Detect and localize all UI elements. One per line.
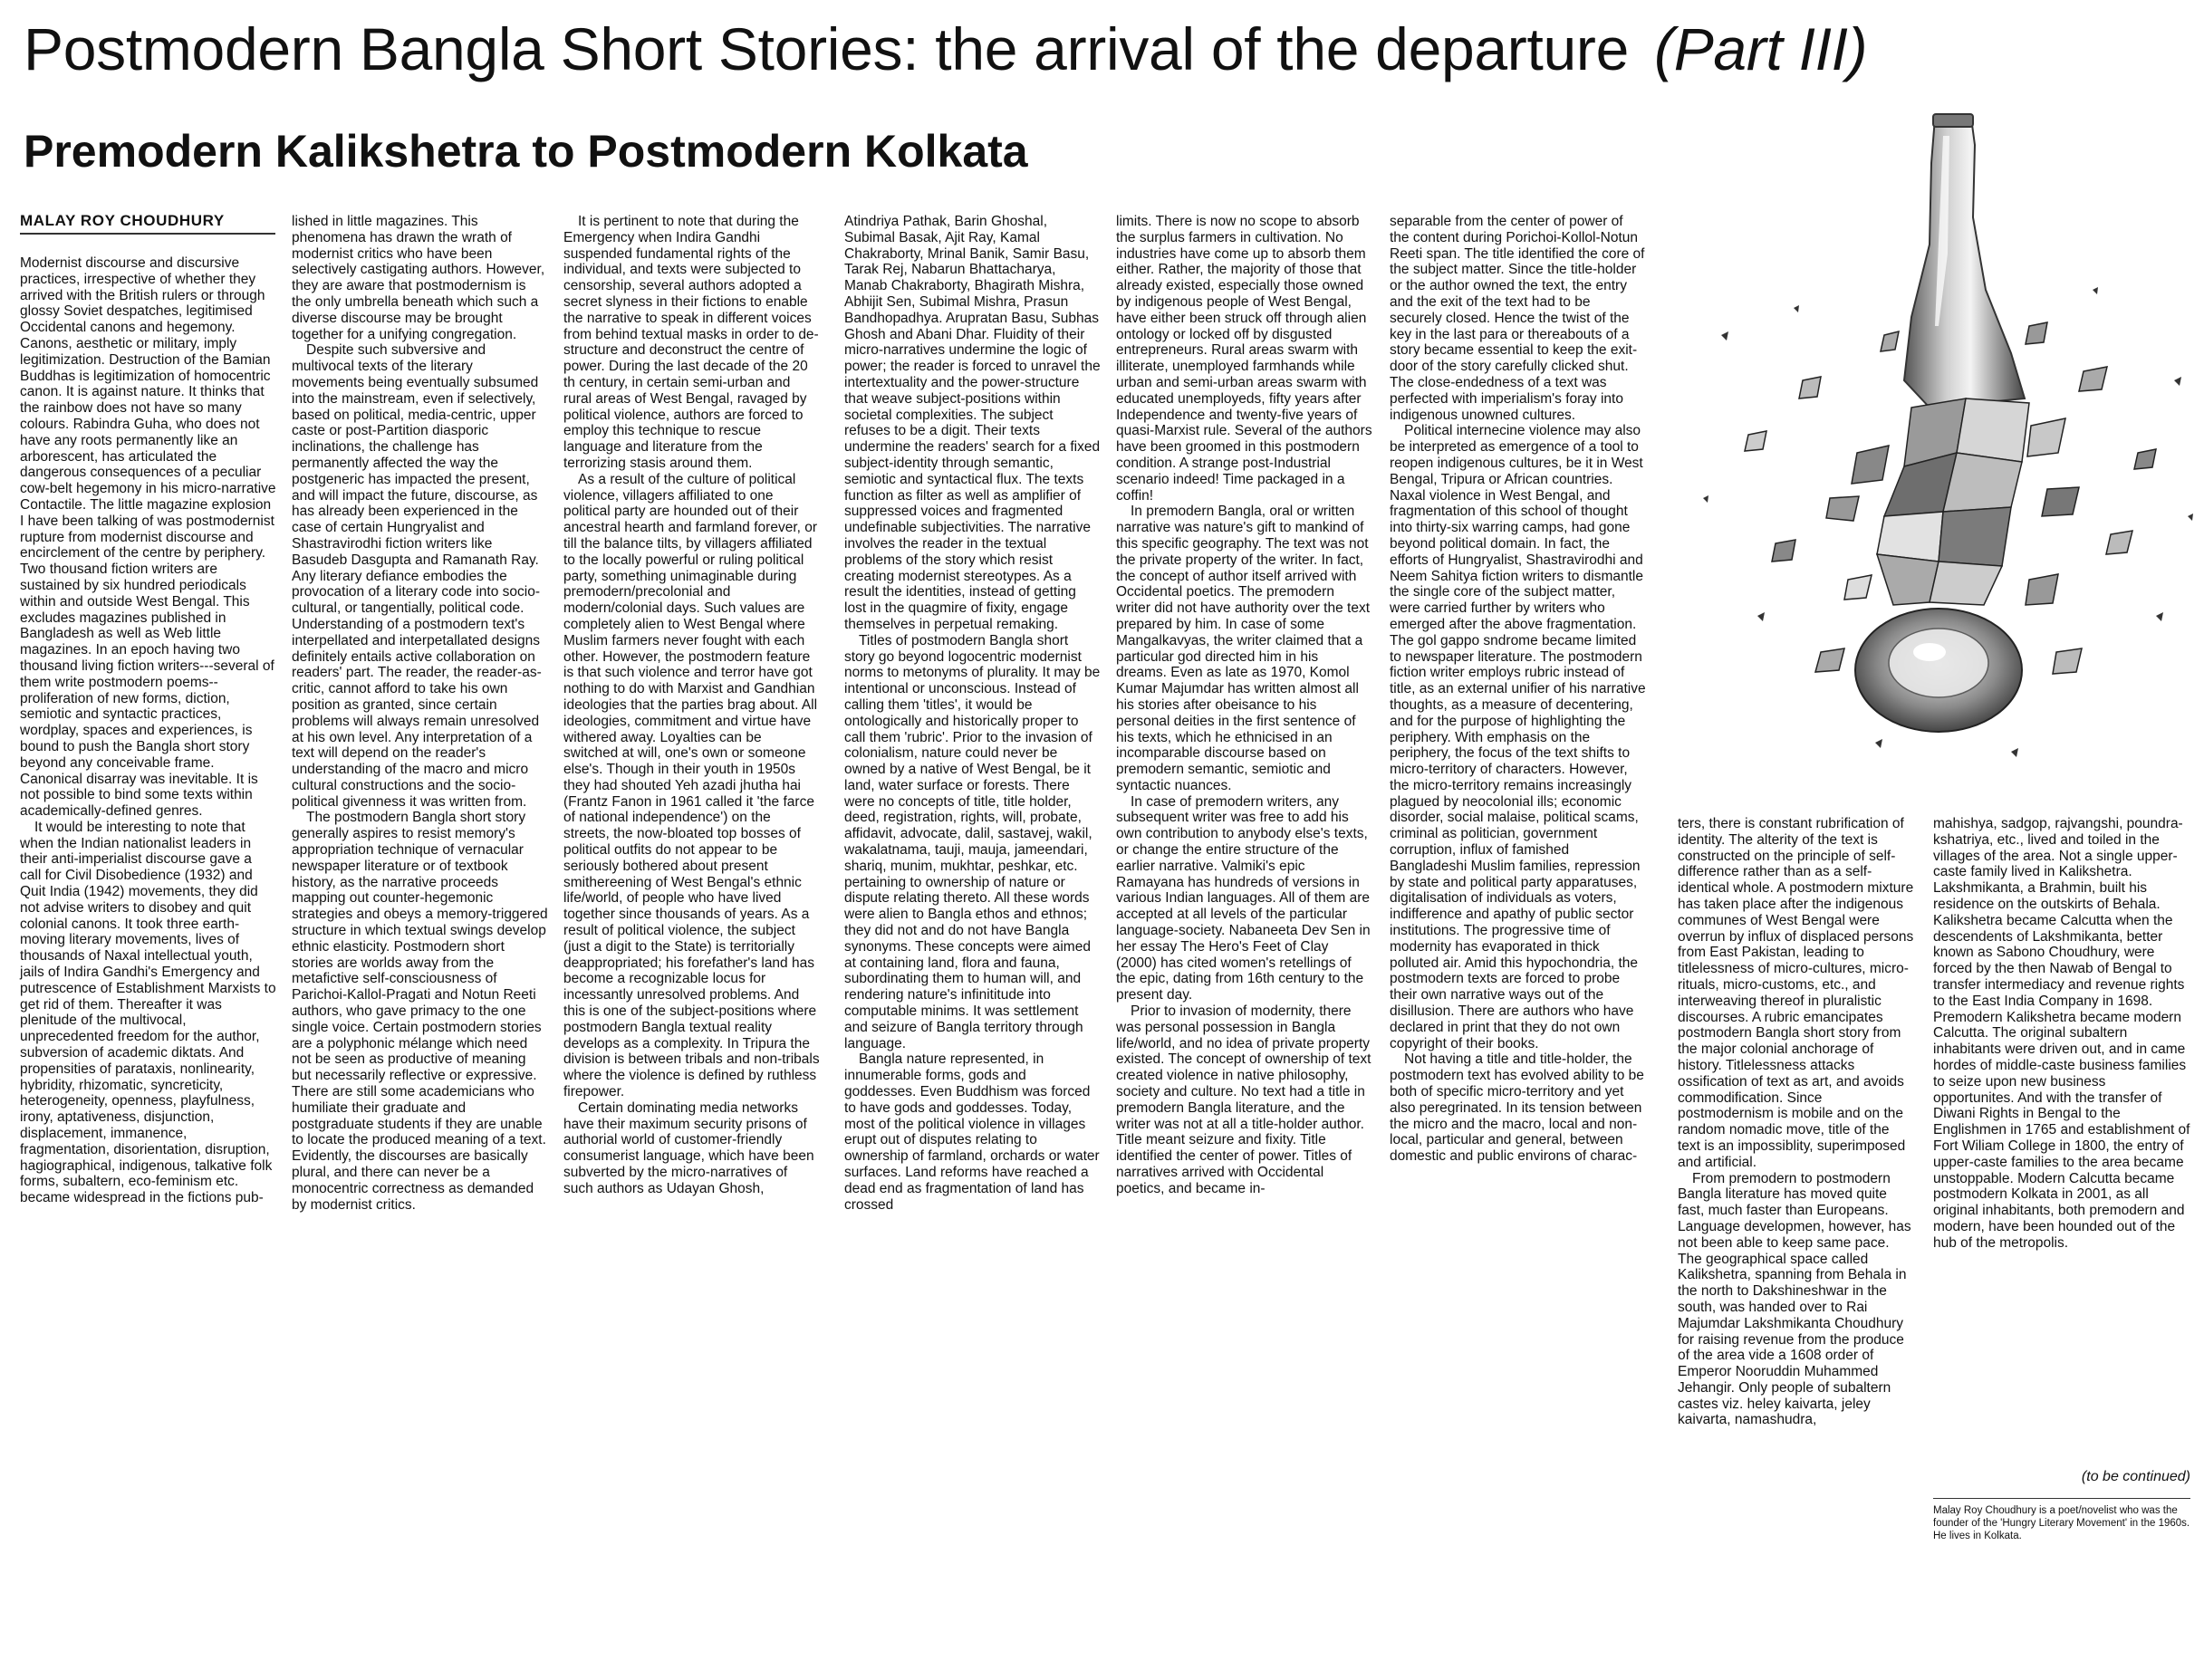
paragraph: Despite such subversive and multivocal texts of the literary movements being eventually subsumed into the mainstream, even if selectively, based on political, media-centric, upper caste or post-Partition diasporic inclinations, the challenge has permanently affected the way the postgeneric has impacted the present, and will impact the future, discourse, as has already been experienced in the case of certain Hungryalist and Shastravirodhi fiction writers like Basudeb Dasgupta and Ramanath Ray. Any literary defiance embodies the provocation of a literary code into socio-cultural, or tangentially, political code. Understanding of a postmodern text's interpellated and interpetallated designs definitely entails active collaboration on readers' part. The reader, the reader-as-critic, cannot afford to take his own position as granted, since certain problems will always remain unresolved at his own level. Any interpretation of a text will depend on the reader's understanding of the macro and micro cultural constructions and the socio-political givenness it was written from. (292, 342, 542, 810)
shattered-bottle-illustration (1667, 109, 2201, 815)
paragraph: ters, there is constant rubrification of identity. The alterity of the text is constructed on the principle of self-difference rather than as a self-identical whole. A postmodern mixture has taken place after the indigenous communes of West Bengal were overrun by influx of displaced persons from East Pakistan, leading to titlelessness of micro-cultures, micro-rituals, micro-customs, etc., and interweaving thereof in pluralistic discourses. A rubric emancipates postmodern Bangla short story from the major colonial anchorage of history. Titlelessness attacks ossification of text as art, and avoids commodification. Since postmodernism is mobile and on the random nomadic move, title of the text is an impossiblity, superimposed and artificial. (1678, 816, 1914, 1170)
paragraph: The postmodern Bangla short story generally aspires to resist memory's appropriation technique of vernacular newspaper literature or of textbook history, as the narrative proceeds mapping out counter-hegemonic strategies and obeys a memory-triggered structure in which textual swings develop ethnic elasticity. Postmodern short stories are worlds away from the metafictive self-consciousness of Parichoi-Kallol-Pragati and Notun Reeti authors, who gave primacy to the one single voice. Certain postmodern stories are a polyphonic mélange which need not be seen as productive of meaning but necessarily reflective or expressive. There are still some academicians who humiliate their graduate and postgraduate students if they are unable to locate the produced meaning of a text. Evidently, the discourses are basically plural, and there can never be a monocentric correctness as demanded by modernist critics. (292, 810, 548, 1213)
author-bio: Malay Roy Choudhury is a poet/novelist who was the founder of the 'Hungry Literary Movement' in the 1960s. He lives in Kolkata. (1933, 1505, 2190, 1541)
article-subtitle: Premodern Kalikshetra to Postmodern Kolkata (24, 126, 1028, 177)
text-column-3 (563, 214, 820, 1197)
article-title-text: Postmodern Bangla Short Stories: the arrival of the departure (24, 15, 1630, 82)
text-column-1 (20, 255, 276, 1206)
to-be-continued-note: (to be continued) (2081, 1469, 2190, 1484)
text-column-8 (1933, 816, 2190, 1252)
paragraph: Atindriya Pathak, Barin Ghoshal, Subimal Basak, Ajit Ray, Kamal Chakraborty, Mrinal Banik, Samir Basu, Tarak Rej, Nabarun Bhattacharya, Manab Chakraborty, Bhagirath Mishra, Abhijit Sen, Subimal Mishra, Prasun Bandhopadhya. Arupratan Basu, Subhas Ghosh and Abani Dhar. Fluidity of their micro-narratives undermine the logic of power; the reader is forced to unravel the intertextuality and the power-structure that weave subject-positions within societal complexities. The subject refuses to be a digit. Their texts undermine the readers' search for a fixed subject-identity through semantic, semiotic and syntactical flux. The texts function as filter as well as amplifier of suppressed voices and fragmented undefinable subjectivities. The narrative involves the reader in the textual problems of the story which resist creating modernist stereotypes. As a result the identities, instead of getting lost in the quagmire of fixity, engage themselves in perpetual remaking. (844, 214, 1101, 632)
paragraph: It is pertinent to note that during the Emergency when Indira Gandhi suspended fundamental rights of the individual, and texts were subjected to censorship, several authors adopted a secret slyness in their fictions to enable the narrative to speak in different voices from behind textual masks in order to de-structure and deconstruct the centre of power. During the last decade of the 20 th century, in certain semi-urban and rural areas of West Bengal, ravaged by political violence, authors are forced to employ this technique to rescue language and literature from the terrorizing stasis around them. (563, 214, 819, 471)
paragraph: limits. There is now no scope to absorb the surplus farmers in cultivation. No industries have come up to absorb them either. Rather, the majority of those that already existed, especially those owned by indigenous people of West Bengal, have either been struck off through alien ontology or locked off by disgusted entrepreneurs. Rural areas swarm with illiterate, unemployed farmhands while urban and semi-urban areas swarm with educated unemployeds, fifty years after Independence and twenty-five years of quasi-Marxist rule. Several of the authors have been groomed in this postmodern condition. A strange post-Industrial scenario indeed! Time packaged in a coffin! (1116, 214, 1372, 504)
paragraph: lished in little magazines. This phenomena has drawn the wrath of modernist critics who have been selectively castigating authors. However, they are aware that postmodernism is the only umbrella beneath which such a diverse discourse may be brought together for a unifying congregation. (292, 214, 545, 342)
paragraph: As a result of the culture of political violence, villagers affiliated to one political party are hounded out of their ancestral hearth and farmland forever, or till the balance tilts, by villagers affiliated to the locally powerful or ruling political party, something unimaginable during premodern/precolonial and modern/colonial days. Such values are completely alien to West Bengal where Muslim farmers never fought with each other. However, the postmodern feature is that such violence and terror have got nothing to do with Marxist and Gandhian ideologies that the parties brag about. All ideologies, commitment and virtue have withered away. Loyalties can be switched at will, one's own or someone else's. Though in their youth in 1950s they had shouted Yeh azadi jhutha hai (Frantz Fanon in 1961 called it 'the farce of national independence') on the streets, the now-bloated top bosses of political outfits do not appear to be seriously bothered about present smithereening of West Bengal's ethnic life/world, of people who have lived together since thousands of years. As a result of political violence, the subject (just a digit to the State) is territorially deappropriated; his forefather's land has become a recognizable locus for incessantly unresolved problems. And this is one of the subject-positions where postmodern Bangla textual reality develops as a complexity. In Tripura the division is between tribals and non-tribals where the violence is defined by ruthless firepower. (563, 471, 820, 1100)
article-part: (Part III) (1654, 15, 1868, 82)
paragraph: Political internecine violence may also be interpreted as emergence of a tool to reopen indigenous cultures, be it in West Bengal, Tripura or African countries. Naxal violence in West Bengal, and fragmentation of this school of thought into thirty-six warring camps, had gone beyond political domain. In fact, the efforts of Hungryalist, Shastravirodhi and Neem Sahitya fiction writers to dismantle the single core of the subject matter, were carried further by writers who emerged after the above fragmentation. The gol gappo sndrome became limited to newspaper literature. The postmodern fiction writer employs rubric instead of title, as an external unifier of his narrative thoughts, as a measure of decentering, and for the purpose of highlighting the periphery. With emphasis on the periphery, the focus of the text shifts to micro-territory of characters. However, the micro-territory remains increasingly plagued by neocolonial ills; economic disorder, social malaise, political scams, criminal as politician, government corruption, influx of famished Bangladeshi Muslim families, repression by state and political party apparatuses, digitalisation of individuals as voters, indifference and apathy of public sector institutions. The progressive time of modernity has evaporated in thick polluted air. Amid this hypochondria, the postmodern texts are forced to probe their own narrative ways out of the disillusion. There are authors who have declared in print that they do not own copyright of their books. (1390, 423, 1646, 1051)
paragraph: In premodern Bangla, oral or written narrative was nature's gift to mankind of this specific geography. The text was not the private property of the writer. In fact, the concept of author itself arrived with Occidental poetics. The premodern writer did not have authority over the text prepared by him. In case of some Mangalkavyas, the writer claimed that a particular god directed him in his dreams. Even as late as 1970, Komol Kumar Majumdar has written almost all his stories after obeisance to his personal deities in the first sentence of his texts, which he ethnicised in an incomparable discourse based on premodern semantic, semiotic and syntactic nuances. (1116, 504, 1371, 793)
text-column-2 (292, 214, 548, 1213)
text-column-7 (1678, 816, 1915, 1428)
paragraph: Not having a title and title-holder, the postmodern text has evolved ability to be both of specific micro-territory and yet also peregrinated. In its tension between the micro and the macro, local and non-local, particular and general, between domestic and public environs of charac- (1390, 1051, 1644, 1165)
paragraph: Modernist discourse and discursive practices, irrespective of whether they arrived with the British rulers or through glossy Soviet despatches, legitimised Occidental canons and hegemony. Canons, aesthetic or military, imply legitimization. Destruction of the Bamian Buddhas is legitimization of homocentric canon. It is against nature. It thinks that the rainbow does not have so many colours. Rabindra Guha, who does not have any roots permanently like an arborescent, has articulated the dangerous consequences of a peculiar cow-belt hegemony in his micro-narrative Contactile. The little magazine explosion I have been talking of was postmodernist rupture from modernist discourse and encirclement of the centre by periphery. Two thousand fiction writers are sustained by six hundred periodicals within and outside West Bengal. This excludes magazines published in Bangladesh as well as Web little magazines. In an epoch having two thousand living fiction writers---several of them write postmodern poems--proliferation of new forms, diction, semiotic and syntactic practices, wordplay, spaces and experiences, is bound to push the Bangla short story beyond any conceivable frame. Canonical disarray was inevitable. It is not possible to bind some texts within academically-defined genres. (20, 255, 276, 820)
article-title (24, 16, 1867, 82)
text-column-6 (1390, 214, 1646, 1165)
paragraph: It would be interesting to note that when the Indian nationalist leaders in their anti-imperialist discourse gave a call for Civil Disobedience (1932) and Quit India (1942) movements, they did not advise writers to disobey and quit colonial canons. It took three earth-moving literary movements, lives of thousands of Naxal intellectual youth, jails of Indira Gandhi's Emergency and putrescence of Establishment Marxists to get rid of them. Thereafter it was plenitude of the multivocal, unprecedented freedom for the author, subversion of academic diktats. And propensities of parataxis, nonlinearity, hybridity, rhizomatic, syncreticity, heterogeneity, openness, playfulness, irony, aptativeness, disjunction, displacement, immanence, fragmentation, disorientation, disruption, hagiographical, indigenous, talkative folk forms, subaltern, eco-feminism etc. became widespread in the fictions pub- (20, 819, 276, 1206)
text-column-4 (844, 214, 1101, 1213)
paragraph: mahishya, sadgop, rajvangshi, poundra-kshatriya, etc., lived and toiled in the villages of the area. Not a single upper-caste family lived in Kalikshetra. Lakshmikanta, a Brahmin, built his residence on the outskirts of Behala. Kalikshetra became Calcutta when the descendents of Lakshmikanta, better known as Sabono Choudhury, were forced by the then Nawab of Bengal to transfer intermediacy and revenue rights to the East India Company in 1698. Premodern Kalikshetra became modern Calcutta. The original subaltern inhabitants were driven out, and in came hordes of middle-caste business families to seize upon new business opportunites. And with the transfer of Diwani Rights in Bengal to the Englishmen in 1765 and establishment of Fort Wiliam College in 1800, the entry of upper-caste families to the area became unstoppable. Modern Calcutta became postmodern Kolkata in 2001, as all original inhabitants, both premodern and modern, have been hounded out of the hub of the metropolis. (1933, 816, 2190, 1251)
paragraph: separable from the center of power of the content during Porichoi-Kollol-Notun Reeti span. The title identified the core of the subject matter. Since the title-holder or the author owned the text, the entry and the exit of the text had to be securely closed. Hence the twist of the key in the last para or thereabouts of a story became essential to keep the exit-door of the story carefully clicked shut. The close-endedness of a text was perfected with imperialism's foray into indigenous unowned cultures. (1390, 214, 1645, 423)
paragraph: From premodern to postmodern Bangla literature has moved quite fast, much faster than Europeans. Language developmen, however, has not been able to keep same pace. The geographical space called Kalikshetra, spanning from Behala in the north to Dakshineshwar in the south, was handed over to Rai Majumdar Lakshmikanta Choudhury for raising revenue from the produce of the area vide a 1608 order of Emperor Nooruddin Muhammed Jehangir. Only people of subaltern castes viz. heley kaivarta, jeley kaivarta, namashudra, (1678, 1170, 1911, 1428)
paragraph: Certain dominating media networks have their maximum security prisons of authorial world of customer-friendly consumerist language, which have been subverted by the micro-narratives of such authors as Udayan Ghosh, (563, 1099, 814, 1196)
paragraph: Prior to invasion of modernity, there was personal possession in Bangla life/world, and no idea of private property existed. The concept of ownership of text created violence in native philosophy, society and culture. No text had a title in premodern Bangla literature, and the writer was not at all a title-holder author. Title meant seizure and fixity. Title identified the center of power. Titles of narratives arrived with Occidental poetics, and became in- (1116, 1003, 1371, 1196)
text-column-5 (1116, 214, 1372, 1197)
paragraph: Titles of postmodern Bangla short story go beyond logocentric modernist norms to metonyms of plurality. It may be intentional or unconscious. Instead of calling them 'titles', it would be ontologically and historically proper to call them 'rubric'. Prior to the invasion of colonialism, nature could never be owned by a native of West Bengal, be it land, water surface or forests. There were no concepts of title, title holder, deed, registration, rights, will, probate, affidavit, advocate, dalil, sastavej, wakil, wakalatnama, tauji, mauja, jameendari, shariq, munim, mukhtar, peshkar, etc. pertaining to ownership of nature or dispute relating thereto. All these words were alien to Bangla ethos and ethnos; they did not and do not have Bangla synonyms. These concepts were aimed at containing land, flora and fauna, subordinating them to human will, and rendering nature's infinititude into computable minims. It was settlement and seizure of Bangla territory through language. (844, 632, 1101, 1051)
bio-divider (1933, 1498, 2190, 1499)
paragraph: In case of premodern writers, any subsequent writer was free to add his own contribution to anybody else's texts, or change the entire structure of the earlier narrative. Valmiki's epic Ramayana has hundreds of versions in various Indian languages. All of them are accepted at all levels of the particular language-society. Nabaneeta Dev Sen in her essay The Hero's Feet of Clay (2000) has cited women's retellings of the epic, dating from 16th century to the present day. (1116, 793, 1371, 1003)
author-byline: MALAY ROY CHOUDHURY (20, 212, 275, 235)
paragraph: Bangla nature represented, in innumerable forms, gods and goddesses. Even Buddhism was forced to have gods and goddesses. Today, most of the political violence in villages erupt out of disputes relating to ownership of farmland, orchards or water surfaces. Land reforms have reached a dead end as fragmentation of land has crossed (844, 1051, 1100, 1213)
